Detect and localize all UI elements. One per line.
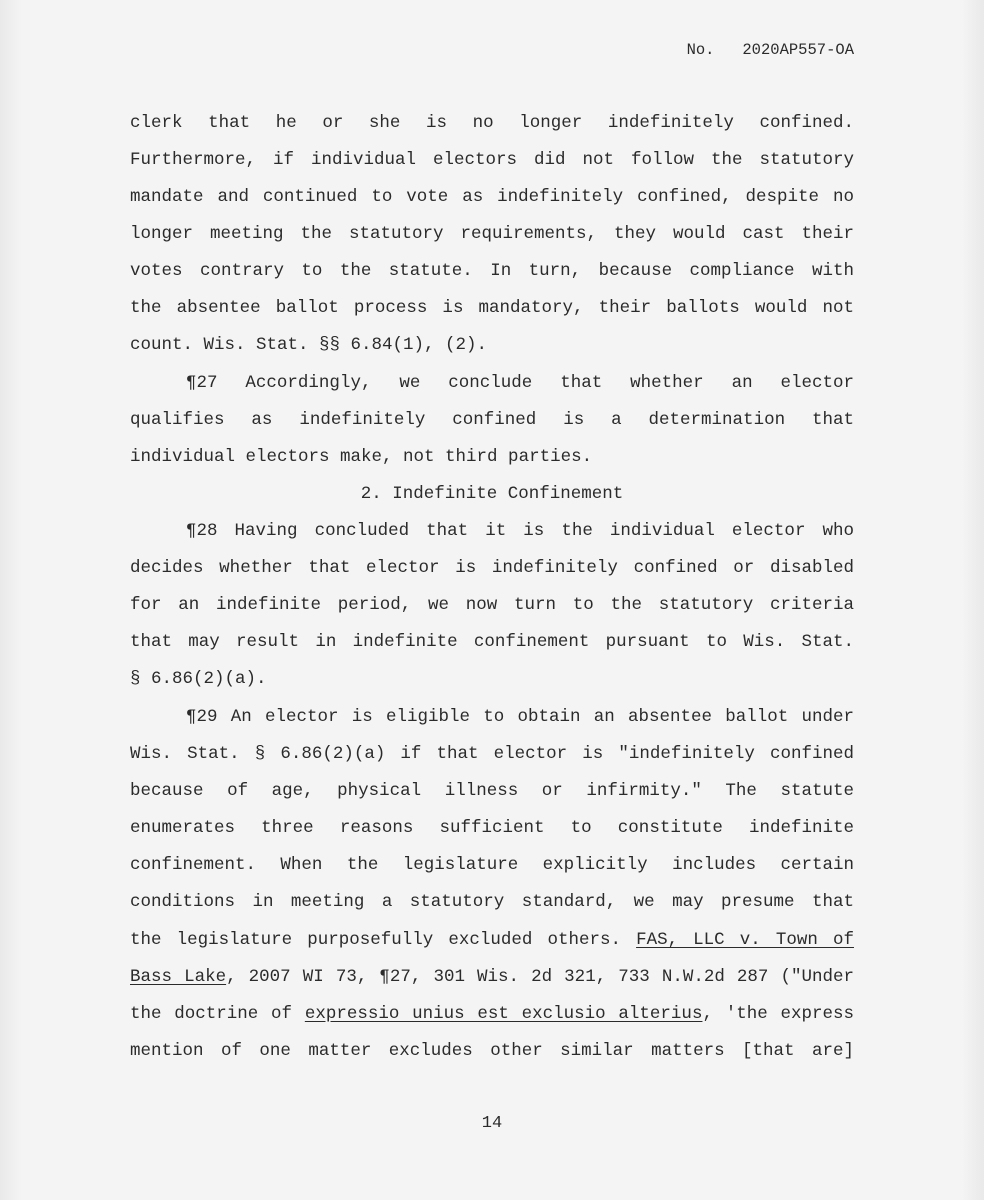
paragraph-line: votes contrary to the statute. In turn, because compliance with	[130, 261, 854, 281]
paragraph-line: individual electors make, not third parties.	[130, 447, 593, 467]
paragraph-29-first-line: ¶29 An elector is eligible to obtain an absentee ballot under	[186, 707, 854, 727]
paragraph-line: Wis. Stat. § 6.86(2)(a) if that elector is "indefinitely confined	[130, 744, 854, 764]
case-number-header	[687, 41, 854, 59]
line-text: , 'the express	[702, 1004, 855, 1024]
paragraph-line: mandate and continued to vote as indefinitely confined, despite no	[130, 187, 854, 207]
paragraph-line: longer meeting the statutory requirements, they would cast their	[130, 224, 854, 244]
paragraph-line: mention of one matter excludes other similar matters [that are]	[130, 1041, 854, 1061]
paragraph-line: enumerates three reasons sufficient to constitute indefinite	[130, 818, 854, 838]
paragraph-line: qualifies as indefinitely confined is a determination that	[130, 410, 854, 430]
paragraph-line: conditions in meeting a statutory standard, we may presume that	[130, 892, 854, 912]
paragraph-line: because of age, physical illness or infirmity." The statute	[130, 781, 854, 801]
page-shadow-right	[962, 0, 984, 1200]
paragraph-line-citation	[130, 967, 854, 989]
paragraph-line: for an indefinite period, we now turn to the statutory criteria	[130, 595, 854, 615]
paragraph-line: that may result in indefinite confinement pursuant to Wis. Stat.	[130, 632, 854, 652]
page-shadow-left	[0, 0, 22, 1200]
case-citation-name: FAS, LLC v. Town of	[636, 930, 854, 950]
paragraph-line: the absentee ballot process is mandatory, their ballots would not	[130, 298, 854, 318]
case-citation-name-cont: Bass Lake	[130, 967, 227, 987]
line-text: , 2007 WI 73, ¶27, 301 Wis. 2d 321, 733 N.W.2d 287 ("Under	[226, 967, 855, 987]
paragraph-line: decides whether that elector is indefinitely confined or disabled	[130, 558, 854, 578]
paragraph-line: clerk that he or she is no longer indefinitely confined.	[130, 113, 854, 133]
paragraph-line: confinement. When the legislature explicitly includes certain	[130, 855, 854, 875]
line-text: the legislature purposefully excluded others.	[130, 930, 637, 950]
paragraph-line: § 6.86(2)(a).	[130, 669, 267, 689]
case-label: No.	[686, 41, 715, 59]
paragraph-27-first-line: ¶27 Accordingly, we conclude that whether an elector	[186, 373, 854, 393]
section-heading: 2. Indefinite Confinement	[360, 484, 624, 504]
paragraph-28-first-line: ¶28 Having concluded that it is the individual elector who	[186, 521, 854, 541]
case-number: 2020AP557-OA	[742, 41, 854, 59]
latin-phrase: expressio unius est exclusio alterius	[304, 1004, 703, 1024]
paragraph-line-citation	[130, 930, 854, 952]
paragraph-line-latin	[130, 1004, 854, 1026]
paragraph-line: count. Wis. Stat. §§ 6.84(1), (2).	[130, 335, 488, 355]
line-text: the doctrine of	[130, 1004, 305, 1024]
page-number: 14	[481, 1114, 503, 1133]
paragraph-line: Furthermore, if individual electors did not follow the statutory	[130, 150, 854, 170]
